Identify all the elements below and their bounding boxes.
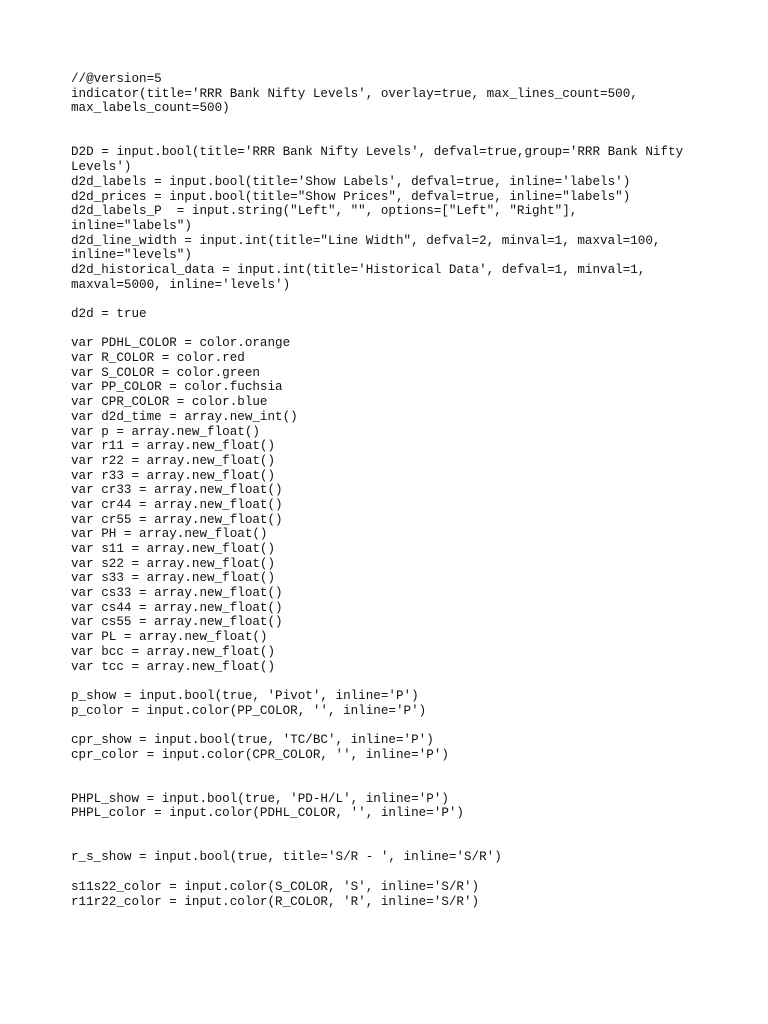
- code-line: [71, 116, 751, 131]
- code-line: [71, 322, 751, 337]
- code-line: var r22 = array.new_float(): [71, 453, 276, 468]
- code-line: var cs44 = array.new_float(): [71, 600, 283, 615]
- code-line: var cs33 = array.new_float(): [71, 586, 283, 601]
- code-line: var tcc = array.new_float(): [71, 659, 276, 674]
- code-line: [71, 718, 751, 733]
- code-line: d2d = true: [71, 307, 147, 321]
- code-line: Levels'): [71, 160, 132, 175]
- code-line: d2d_labels = input.bool(title='Show Labels', defval=true, inline='labels'): [71, 174, 631, 189]
- code-line: var d2d_time = array.new_int(): [71, 409, 298, 424]
- code-line: var cs55 = array.new_float(): [71, 615, 283, 630]
- code-line: s11s22_color = input.color(S_COLOR, 'S', inline='S/R'): [71, 879, 480, 894]
- code-line: d2d_historical_data = input.int(title='Historical Data', defval=1, minval=1,: [71, 262, 646, 277]
- code-line: max_labels_count=500): [71, 101, 230, 116]
- code-line: p_show = input.bool(true, 'Pivot', inline='P'): [71, 688, 419, 703]
- code-line: var PDHL_COLOR = color.orange: [71, 336, 291, 351]
- code-line: var S_COLOR = color.green: [71, 365, 260, 380]
- code-line: maxval=5000, inline='levels'): [71, 277, 291, 292]
- code-line: p_color = input.color(PP_COLOR, '', inline='P'): [71, 703, 427, 718]
- code-line: [71, 865, 751, 880]
- code-line: //@version=5: [71, 72, 162, 86]
- code-line: var cr33 = array.new_float(): [71, 483, 283, 498]
- code-line: PHPL_show = input.bool(true, 'PD-H/L', inline='P'): [71, 791, 449, 806]
- code-line: var r11 = array.new_float(): [71, 439, 276, 454]
- code-line: r11r22_color = input.color(R_COLOR, 'R', inline='S/R'): [71, 894, 480, 909]
- code-line: var PL = array.new_float(): [71, 630, 268, 645]
- code-line: var R_COLOR = color.red: [71, 351, 245, 366]
- code-line: [71, 292, 751, 307]
- code-line: [71, 131, 751, 146]
- code-line: PHPL_color = input.color(PDHL_COLOR, '', inline='P'): [71, 806, 464, 821]
- code-line: var s33 = array.new_float(): [71, 571, 276, 586]
- code-line: cpr_color = input.color(CPR_COLOR, '', inline='P'): [71, 747, 449, 762]
- code-line: [71, 762, 751, 777]
- code-line: [71, 674, 751, 689]
- code-line: D2D = input.bool(title='RRR Bank Nifty Levels', defval=true,group='RRR Bank Nifty: [71, 145, 684, 160]
- code-line: var r33 = array.new_float(): [71, 468, 276, 483]
- code-line: var CPR_COLOR = color.blue: [71, 395, 268, 410]
- code-line: var cr55 = array.new_float(): [71, 512, 283, 527]
- code-line: var cr44 = array.new_float(): [71, 497, 283, 512]
- code-line: var s11 = array.new_float(): [71, 542, 276, 556]
- code-line: var bcc = array.new_float(): [71, 644, 276, 659]
- code-line: var p = array.new_float(): [71, 424, 260, 439]
- code-line: [71, 777, 751, 792]
- code-line: var PH = array.new_float(): [71, 527, 268, 542]
- code-line: r_s_show = input.bool(true, title='S/R - ', inline='S/R'): [71, 850, 502, 865]
- code-block: [71, 72, 751, 909]
- code-line: [71, 821, 751, 836]
- code-line: d2d_prices = input.bool(title="Show Prices", defval=true, inline="labels"): [71, 189, 631, 204]
- code-line: indicator(title='RRR Bank Nifty Levels', overlay=true, max_lines_count=500,: [71, 86, 638, 101]
- code-line: var PP_COLOR = color.fuchsia: [71, 380, 283, 395]
- code-line: inline="labels"): [71, 218, 192, 233]
- code-line: cpr_show = input.bool(true, 'TC/BC', inline='P'): [71, 732, 434, 747]
- code-line: d2d_labels_P = input.string("Left", "", options=["Left", "Right"],: [71, 204, 578, 219]
- code-line: d2d_line_width = input.int(title="Line Width", defval=2, minval=1, maxval=100,: [71, 233, 661, 248]
- code-line: [71, 836, 751, 851]
- code-line: var s22 = array.new_float(): [71, 556, 276, 571]
- code-line: inline="levels"): [71, 248, 192, 263]
